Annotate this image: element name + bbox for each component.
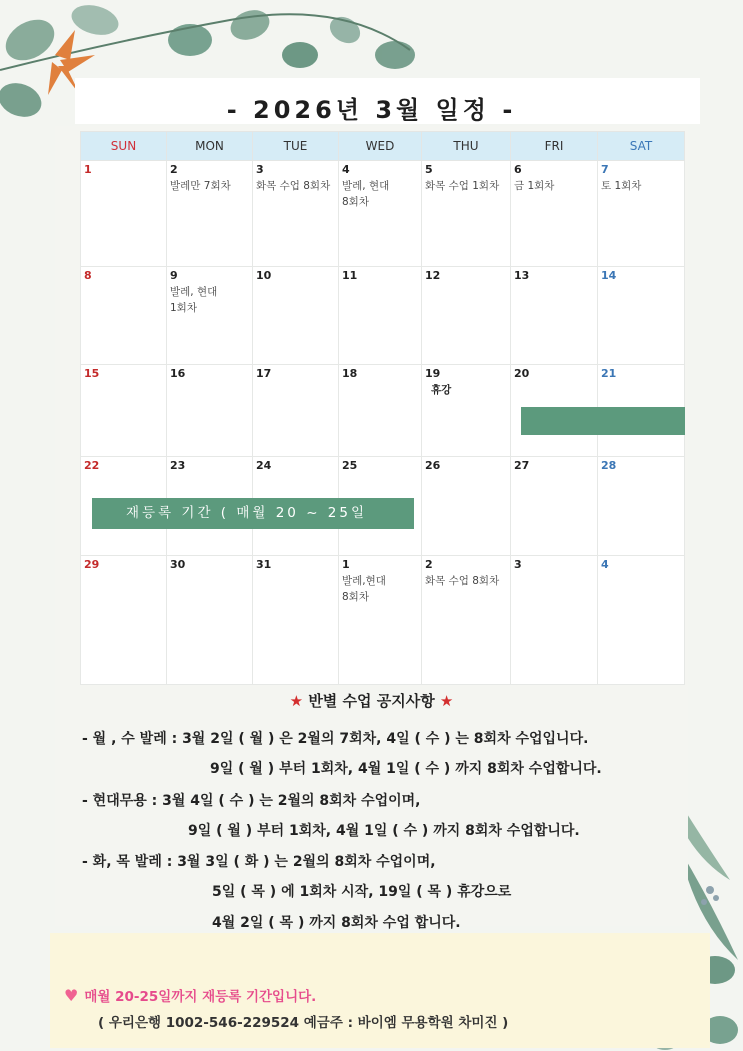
header-thu: THU xyxy=(422,132,511,161)
day-number: 11 xyxy=(342,269,358,282)
calendar-week-row xyxy=(81,267,685,365)
day-number: 3 xyxy=(256,163,264,176)
calendar-day-cell[interactable] xyxy=(511,267,598,365)
calendar-day-cell[interactable] xyxy=(81,365,167,457)
notice-line: 5일 ( 목 ) 에 1회차 시작, 19일 ( 목 ) 휴강으로 xyxy=(212,884,512,900)
day-number: 18 xyxy=(342,367,358,380)
calendar-day-cell[interactable] xyxy=(81,556,167,685)
notice-line: - 월 , 수 발레 : 3월 2일 ( 월 ) 은 2월의 7회차, 4일 ( 수 ) 는 8회차 수업입니다. xyxy=(82,731,589,747)
header-sat: SAT xyxy=(598,132,685,161)
reminder-text: 매월 20-25일까지 재등록 기간입니다. xyxy=(84,989,317,1005)
calendar-day-cell[interactable] xyxy=(422,457,511,556)
calendar-day-cell[interactable] xyxy=(339,267,422,365)
calendar-day-cell[interactable] xyxy=(339,556,422,685)
day-event: 휴강 xyxy=(431,384,452,396)
day-event: 화목 수업 8회차 xyxy=(256,180,331,192)
day-number: 10 xyxy=(256,269,272,282)
calendar-week-row xyxy=(81,161,685,267)
bank-account-info: ( 우리은행 1002-546-229524 예금주 : 바이엠 무용학원 차미진 ) xyxy=(98,1015,509,1031)
calendar-day-cell[interactable] xyxy=(422,556,511,685)
calendar-day-cell[interactable] xyxy=(253,556,339,685)
calendar-day-cell[interactable] xyxy=(167,556,253,685)
calendar-day-cell[interactable] xyxy=(81,267,167,365)
calendar-day-cell[interactable] xyxy=(511,556,598,685)
star-icon: ★ xyxy=(439,692,454,710)
calendar-day-cell[interactable] xyxy=(253,267,339,365)
page-title: - 2026년 3월 일정 - xyxy=(226,96,517,124)
day-number: 4 xyxy=(342,163,350,176)
header-wed: WED xyxy=(339,132,422,161)
calendar-day-cell[interactable] xyxy=(253,365,339,457)
day-number: 24 xyxy=(256,459,272,472)
day-event: 발레, 현대 1회차 xyxy=(170,286,218,314)
calendar-day-cell[interactable] xyxy=(598,267,685,365)
day-number: 29 xyxy=(84,558,100,571)
calendar-day-cell[interactable] xyxy=(511,161,598,267)
calendar-day-cell[interactable] xyxy=(81,161,167,267)
day-number: 4 xyxy=(601,558,609,571)
day-number: 8 xyxy=(84,269,92,282)
day-number: 23 xyxy=(170,459,186,472)
day-number: 2 xyxy=(170,163,178,176)
notice-line: - 화, 목 발레 : 3월 3일 ( 화 ) 는 2월의 8회차 수업이며, xyxy=(82,854,436,870)
calendar-day-cell[interactable] xyxy=(422,161,511,267)
notice-heading xyxy=(0,690,743,711)
day-event: 금 1회차 xyxy=(514,180,555,192)
header-mon: MON xyxy=(167,132,253,161)
day-event: 발레,현대 8회차 xyxy=(342,575,386,603)
calendar-day-cell[interactable] xyxy=(598,556,685,685)
day-number: 15 xyxy=(84,367,100,380)
day-number: 30 xyxy=(170,558,186,571)
header-fri: FRI xyxy=(511,132,598,161)
day-number: 26 xyxy=(425,459,441,472)
day-number: 1 xyxy=(342,558,350,571)
day-number: 12 xyxy=(425,269,441,282)
calendar-day-cell[interactable] xyxy=(167,267,253,365)
day-number: 16 xyxy=(170,367,186,380)
calendar-day-cell[interactable] xyxy=(598,457,685,556)
heart-icon: ♥ xyxy=(64,986,79,1005)
notice-line: 9일 ( 월 ) 부터 1회차, 4월 1일 ( 수 ) 까지 8회차 수업합니다. xyxy=(188,823,580,839)
reregistration-bar-week4: 재등록 기간 ( 매월 20 ~ 25일 xyxy=(92,498,414,529)
notice-line: - 현대무용 : 3월 4일 ( 수 ) 는 2월의 8회차 수업이며, xyxy=(82,793,421,809)
calendar-day-cell[interactable] xyxy=(422,365,511,457)
calendar-day-cell[interactable] xyxy=(339,161,422,267)
calendar-day-cell[interactable] xyxy=(167,365,253,457)
notice-line: 9일 ( 월 ) 부터 1회차, 4월 1일 ( 수 ) 까지 8회차 수업합니다. xyxy=(210,761,602,777)
reregistration-reminder xyxy=(64,985,316,1005)
calendar-day-cell[interactable] xyxy=(422,267,511,365)
day-number: 21 xyxy=(601,367,617,380)
day-number: 13 xyxy=(514,269,530,282)
day-number: 22 xyxy=(84,459,100,472)
day-event: 화목 수업 8회차 xyxy=(425,575,500,587)
day-number: 2 xyxy=(425,558,433,571)
day-number: 7 xyxy=(601,163,609,176)
day-number: 31 xyxy=(256,558,272,571)
day-number: 5 xyxy=(425,163,433,176)
day-event: 발레, 현대 8회차 xyxy=(342,180,390,208)
calendar-day-cell[interactable] xyxy=(598,161,685,267)
calendar-header-row xyxy=(81,132,685,161)
header-tue: TUE xyxy=(253,132,339,161)
calendar-week-row xyxy=(81,556,685,685)
day-number: 1 xyxy=(84,163,92,176)
calendar-day-cell[interactable] xyxy=(253,161,339,267)
header-sun: SUN xyxy=(81,132,167,161)
calendar-day-cell[interactable] xyxy=(167,161,253,267)
day-number: 17 xyxy=(256,367,272,380)
day-event: 토 1회차 xyxy=(601,180,642,192)
calendar-day-cell[interactable] xyxy=(339,365,422,457)
day-number: 3 xyxy=(514,558,522,571)
day-number: 28 xyxy=(601,459,617,472)
day-number: 25 xyxy=(342,459,358,472)
day-number: 6 xyxy=(514,163,522,176)
day-number: 19 xyxy=(425,367,441,380)
day-number: 20 xyxy=(514,367,530,380)
day-event: 화목 수업 1회차 xyxy=(425,180,500,192)
star-icon: ★ xyxy=(289,692,304,710)
day-event: 발레만 7회차 xyxy=(170,180,231,192)
notice-title-text: 반별 수업 공지사항 xyxy=(308,692,435,710)
calendar-day-cell[interactable] xyxy=(511,457,598,556)
notice-line: 4월 2일 ( 목 ) 까지 8회차 수업 합니다. xyxy=(212,915,461,931)
day-number: 9 xyxy=(170,269,178,282)
reregistration-bar-week3 xyxy=(521,407,685,435)
day-number: 14 xyxy=(601,269,617,282)
day-number: 27 xyxy=(514,459,530,472)
